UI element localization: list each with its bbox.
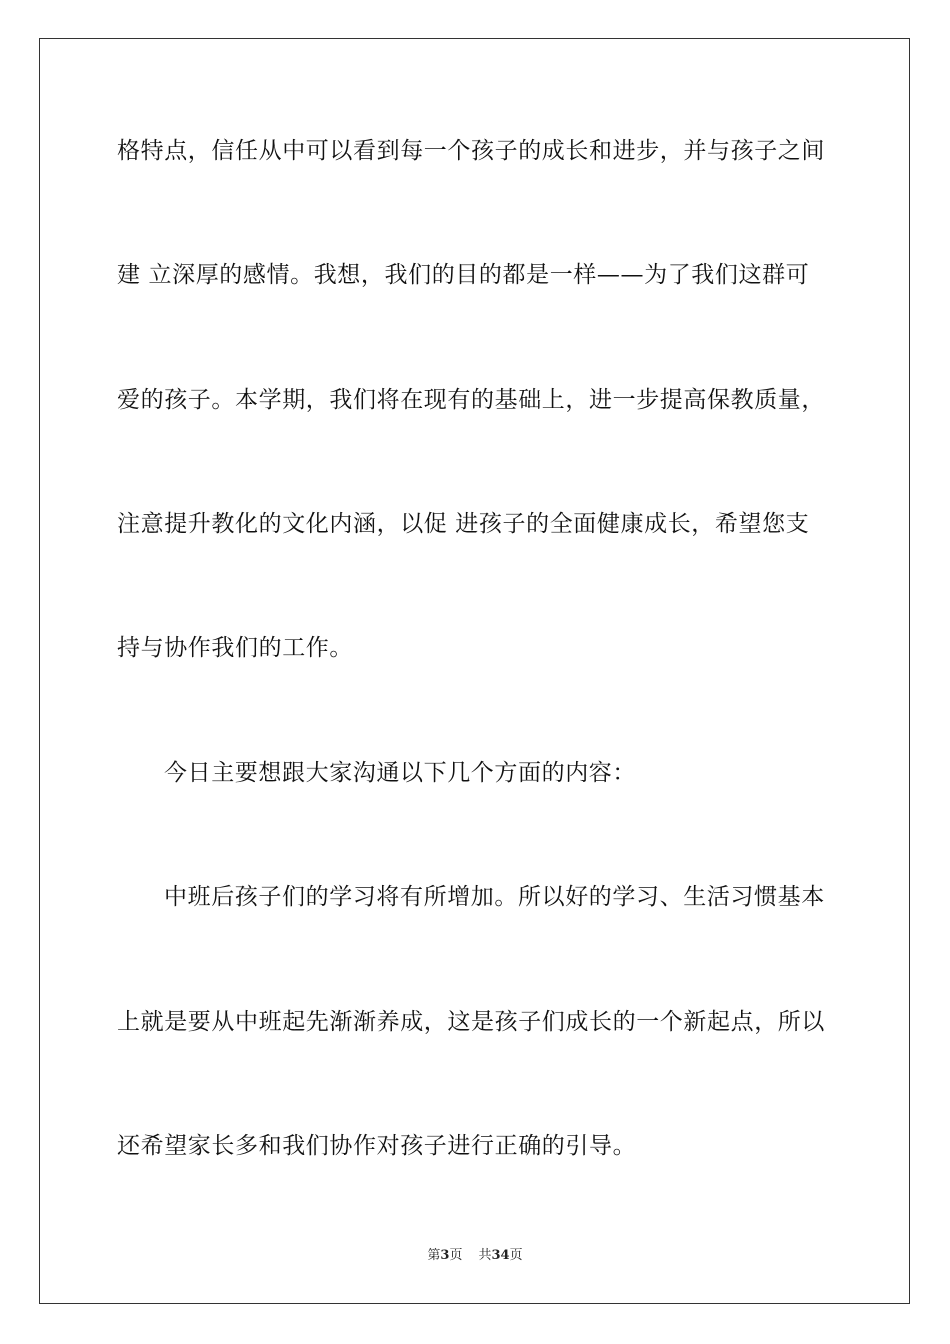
footer-total-pages: 34 [491, 1248, 510, 1263]
body-line-1: 格特点，信任从中可以看到每一个孩子的成长和进步，并与孩子之间 [117, 138, 825, 164]
body-line-6: 今日主要想跟大家沟通以下几个方面的内容： [164, 760, 636, 786]
body-line-7: 中班后孩子们的学习将有所增加。所以好的学习、生活习惯基本 [164, 884, 825, 910]
page-footer [0, 1247, 950, 1265]
body-line-4: 注意提升教化的文化内涵，以促 进孩子的全面健康成长，希望您支 [117, 511, 810, 537]
page-border [39, 38, 910, 1304]
body-line-8: 上就是要从中班起先渐渐养成，这是孩子们成长的一个新起点，所以 [117, 1009, 825, 1035]
body-line-9: 还希望家长多和我们协作对孩子进行正确的引导。 [117, 1133, 637, 1159]
body-line-5: 持与协作我们的工作。 [117, 635, 353, 661]
body-line-2: 建 立深厚的感情。我想，我们的目的都是一样——为了我们这群可 [117, 262, 810, 288]
footer-page-suffix: 页 [449, 1248, 463, 1263]
body-line-3: 爱的孩子。本学期，我们将在现有的基础上，进一步提高保教质量， [117, 387, 825, 413]
footer-total-prefix: 共 [478, 1248, 492, 1263]
footer-page-number: 3 [440, 1248, 450, 1263]
footer-page-prefix: 第 [427, 1248, 441, 1263]
footer-total-suffix: 页 [509, 1248, 523, 1263]
